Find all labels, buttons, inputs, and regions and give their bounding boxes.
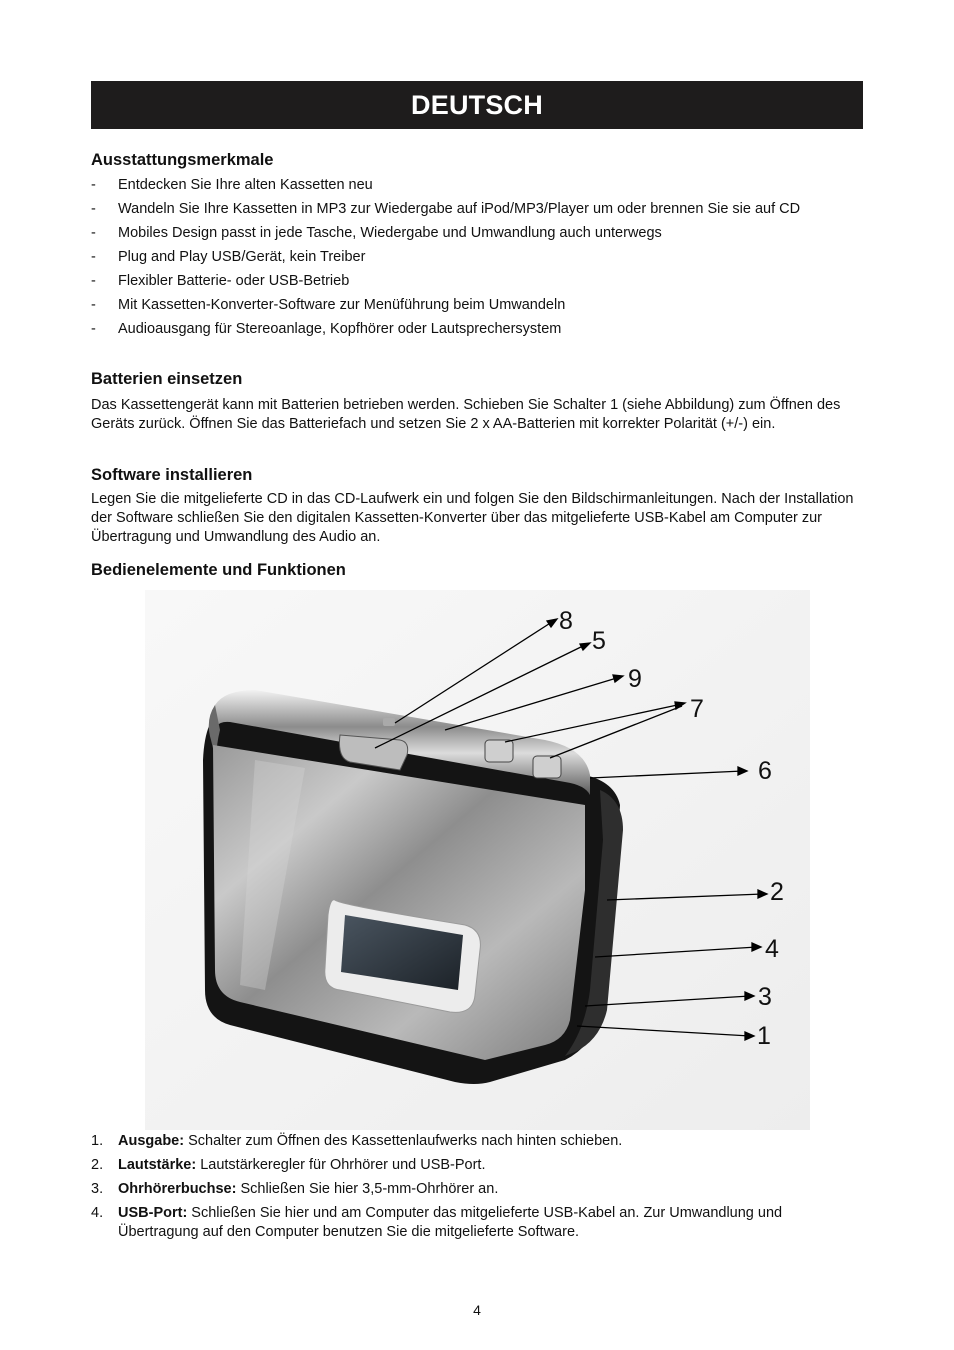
callout-4: 4 <box>765 935 779 963</box>
list-item: - Entdecken Sie Ihre alten Kassetten neu <box>91 177 373 193</box>
list-item: 4. USB-Port: Schließen Sie hier und am Computer das mitgelieferte USB-Kabel an. Zur Umwandlung und Übertragung auf den Computer benutzen Sie die mitgelieferte Software. <box>91 1205 783 1240</box>
features-list <box>91 176 863 344</box>
list-item: - Plug and Play USB/Gerät, kein Treiber <box>91 249 366 265</box>
list-item: - Mit Kassetten-Konverter-Software zur Menüführung beim Umwandeln <box>91 297 566 313</box>
batteries-heading: Batterien einsetzen <box>91 370 243 388</box>
list-item: - Audioausgang für Stereoanlage, Kopfhörer oder Lautsprechersystem <box>91 321 562 337</box>
device-illustration <box>145 590 810 1130</box>
features-heading: Ausstattungsmerkmale <box>91 151 274 169</box>
callout-3: 3 <box>758 983 772 1011</box>
stop-button <box>533 756 561 778</box>
banner-title: DEUTSCH <box>411 89 543 120</box>
list-item: 1. Ausgabe: Schalter zum Öffnen des Kassettenlaufwerks nach hinten schieben. <box>91 1133 623 1149</box>
controls-heading: Bedienelemente und Funktionen <box>91 561 346 579</box>
switch-knob <box>383 718 395 726</box>
play-button <box>485 740 513 762</box>
list-item: 2. Lautstärke: Lautstärkeregler für Ohrhörer und USB-Port. <box>91 1157 486 1173</box>
page-number: 4 <box>473 1302 481 1318</box>
list-item: - Flexibler Batterie- oder USB-Betrieb <box>91 273 350 289</box>
callout-8: 8 <box>559 607 573 635</box>
callout-9: 9 <box>628 665 642 693</box>
callout-5: 5 <box>592 627 606 655</box>
callout-6: 6 <box>758 757 772 785</box>
batteries-text: Das Kassettengerät kann mit Batterien betrieben werden. Schieben Sie Schalter 1 (siehe Abbildung) zum Öffnen des Geräts zurück. Öffnen Sie das Batteriefach und setzen Sie 2 x AA-Batterien mit korrekter Polarität (+/-) ein. <box>91 397 841 432</box>
controls-list <box>91 1132 863 1247</box>
callout-7: 7 <box>690 695 704 723</box>
language-banner <box>91 81 863 129</box>
list-item: - Mobiles Design passt in jede Tasche, Wiedergabe und Umwandlung auch unterwegs <box>91 225 662 241</box>
list-item: 3. Ohrhörerbuchse: Schließen Sie hier 3,5-mm-Ohrhörer an. <box>91 1181 499 1197</box>
cassette-converter-figure <box>145 590 810 1130</box>
software-heading: Software installieren <box>91 466 253 484</box>
list-item: - Wandeln Sie Ihre Kassetten in MP3 zur Wiedergabe auf iPod/MP3/Player um oder brennen Sie sie auf CD <box>91 201 801 217</box>
callout-1: 1 <box>757 1022 771 1050</box>
software-text: Legen Sie die mitgelieferte CD in das CD-Laufwerk ein und folgen Sie den Bildschirmanleitungen. Nach der Installation der Software schließen Sie den digitalen Kassetten-Konverter über das mitgelieferte USB-Kabel am Computer zur Übertragung und Umwandlung des Audio an. <box>91 491 854 545</box>
callout-2: 2 <box>770 878 784 906</box>
